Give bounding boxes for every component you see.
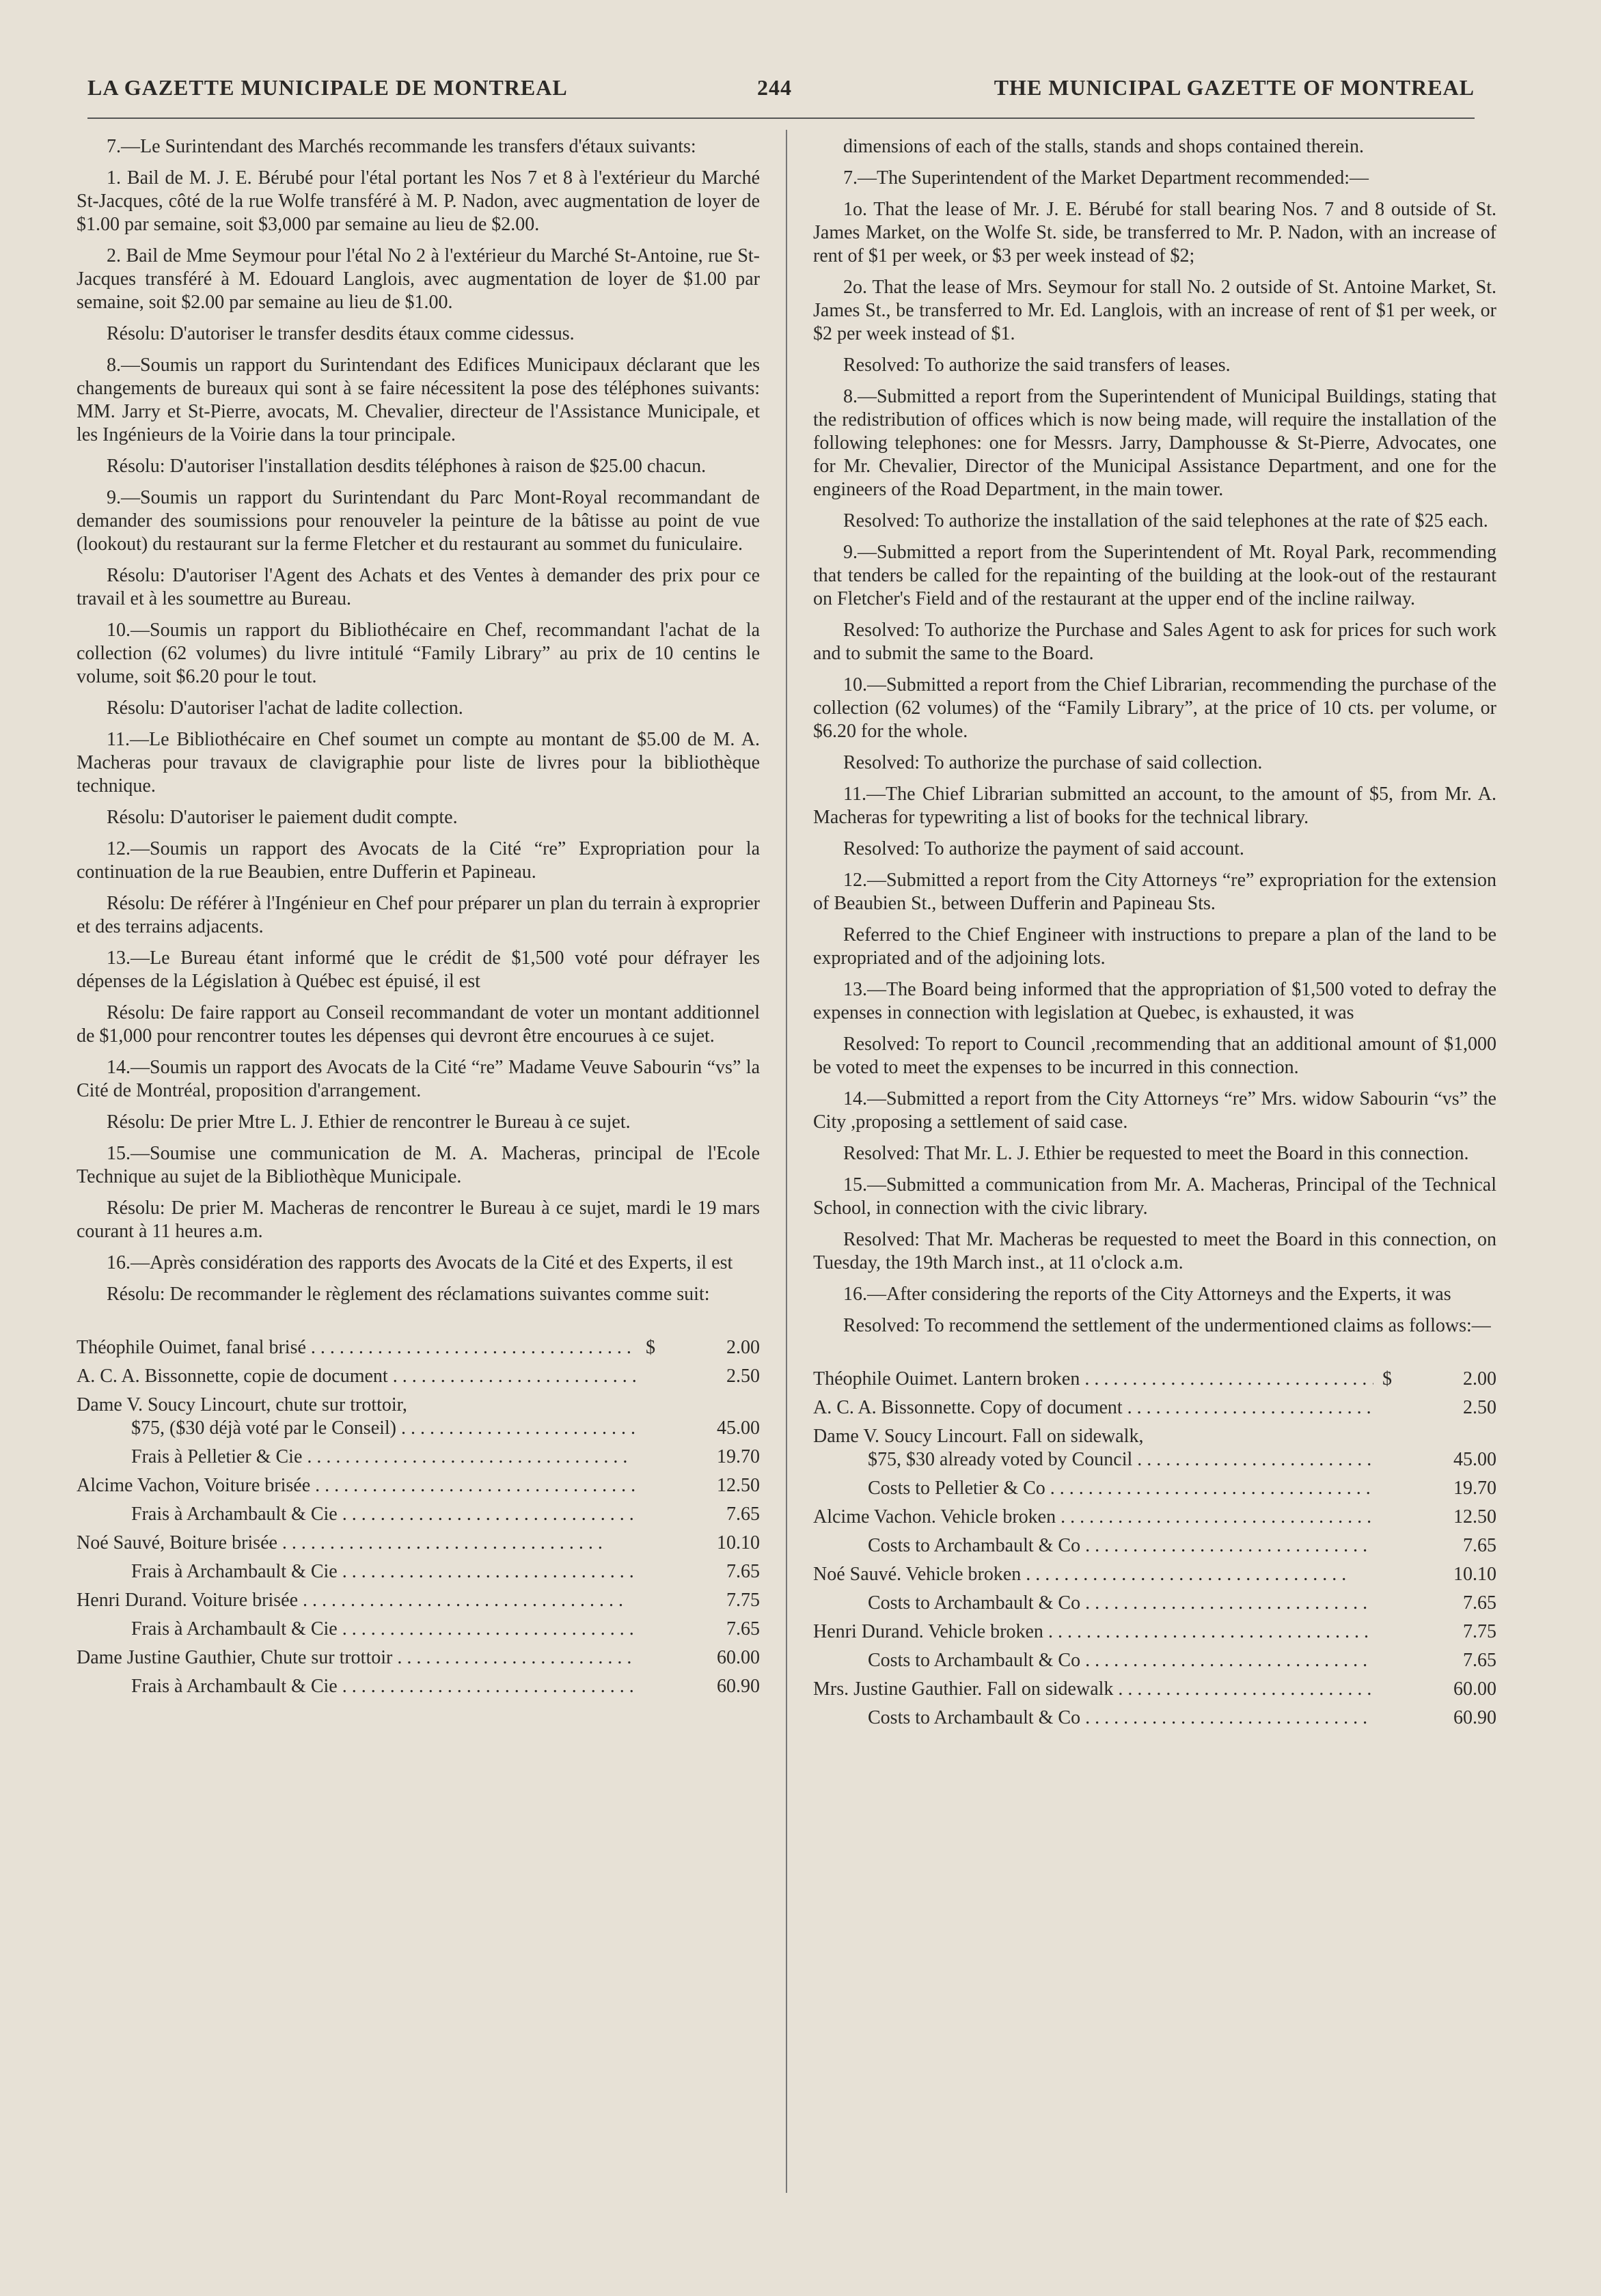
claim-amount: 60.90 xyxy=(717,1676,760,1697)
paragraph: 7.—Le Surintendant des Marchés recommande les transfers d'étaux suivants: xyxy=(107,136,696,157)
claim-currency: $ xyxy=(646,1337,655,1358)
claim-row xyxy=(813,1678,1496,1701)
claim-description: Costs to Archambault & Co . . . xyxy=(813,1706,1373,1730)
claim-amount: 7.65 xyxy=(1463,1592,1496,1614)
claim-row xyxy=(77,1589,760,1612)
claim-amount: 7.65 xyxy=(726,1618,760,1640)
paragraph: Résolu: De faire rapport au Conseil recommandant de voter un montant additionnel de $1,000 pour rencontrer toutes les dépenses qui devront être encourues à ce sujet. xyxy=(77,1002,760,1047)
claim-row xyxy=(77,1394,760,1417)
claim-description: Costs to Archambault & Co . . . xyxy=(813,1534,1373,1558)
paragraph: Résolu: D'autoriser l'Agent des Achats et des Ventes à demander des prix pour ce travail et à les soumettre au Bureau. xyxy=(77,565,760,609)
paragraph: 12.—Submitted a report from the City Attorneys “re” expropriation for the extension of Beaubien St., between Dufferin and Papineau Sts. xyxy=(813,870,1496,914)
paragraph: 11.—Le Bibliothécaire en Chef soumet un compte au montant de $5.00 de M. A. Macheras pour travaux de clavigraphie pour liste de livres pour la bibliothèque technique. xyxy=(77,729,760,797)
claim-description: Noé Sauvé. Vehicle broken . . . xyxy=(813,1563,1373,1586)
paragraph: Résolu: De prier M. Macheras de rencontrer le Bureau à ce sujet, mardi le 19 mars courant à 11 heures a.m. xyxy=(77,1198,760,1242)
claim-description: Costs to Pelletier & Co . . . xyxy=(813,1477,1373,1500)
claim-amount: 12.50 xyxy=(717,1475,760,1496)
claim-row xyxy=(77,1417,760,1440)
claim-description: Alcime Vachon. Vehicle broken . . . xyxy=(813,1506,1373,1529)
claim-row xyxy=(77,1560,760,1583)
paragraph: 12.—Soumis un rapport des Avocats de la Cité “re” Expropriation pour la continuation de la rue Beaubien, entre Dufferin et Papineau. xyxy=(77,838,760,883)
claim-row xyxy=(813,1425,1496,1448)
paragraph: 8.—Submitted a report from the Superintendent of Municipal Buildings, stating that the redistribution of offices which is now being made, will require the installation of the following telephones: one for Messrs. Jarry, Damphousse & St-Pierre, Advocates, one for Mr. Chevalier, Director of the Municipal Assistance Department, and one for the engineers of the Road Department, in the main tower. xyxy=(813,386,1496,500)
paragraph: Résolu: D'autoriser le paiement dudit compte. xyxy=(107,807,458,828)
paragraph: 15.—Submitted a communication from Mr. A. Macheras, Principal of the Technical School, in connection with the civic library. xyxy=(813,1174,1496,1219)
claim-row xyxy=(77,1503,760,1526)
claim-amount: 45.00 xyxy=(1453,1449,1496,1470)
claim-row xyxy=(813,1649,1496,1672)
paragraph: Resolved: To authorize the installation of the said telephones at the rate of $25 each. xyxy=(843,510,1488,531)
claim-amount: 2.50 xyxy=(726,1366,760,1387)
claim-description: Théophile Ouimet. Lantern broken . . . xyxy=(813,1368,1373,1391)
paragraph: 16.—Après considération des rapports des Avocats de la Cité et des Experts, il est xyxy=(107,1252,733,1273)
claim-amount: 10.10 xyxy=(717,1532,760,1553)
paragraph: Résolu: D'autoriser le transfer desdits étaux comme cidessus. xyxy=(107,323,575,344)
claim-amount: 2.50 xyxy=(1463,1397,1496,1418)
paragraph: Résolu: D'autoriser l'installation desdits téléphones à raison de $25.00 chacun. xyxy=(107,456,707,477)
claim-amount: 7.75 xyxy=(1463,1621,1496,1642)
claim-amount: 19.70 xyxy=(717,1446,760,1467)
claim-amount: 7.65 xyxy=(726,1561,760,1582)
claim-row xyxy=(813,1396,1496,1420)
claim-row xyxy=(813,1448,1496,1471)
paragraph: 10.—Soumis un rapport du Bibliothécaire en Chef, recommandant l'achat de la collection (62 volumes) du livre intitulé “Family Library” au prix de 10 centins le volume, soit $6.20 pour le tout. xyxy=(77,620,760,687)
claim-description: Noé Sauvé, Boiture brisée . . . xyxy=(77,1532,637,1555)
paragraph: Resolved: To authorize the purchase of said collection. xyxy=(843,752,1263,773)
claim-amount: 45.00 xyxy=(717,1417,760,1439)
header-french-title: LA GAZETTE MUNICIPALE DE MONTREAL xyxy=(87,75,568,100)
claim-amount: 10.10 xyxy=(1453,1564,1496,1585)
claim-description: Théophile Ouimet, fanal brisé . . . xyxy=(77,1336,637,1359)
claim-row xyxy=(813,1706,1496,1730)
paragraph: Résolu: De référer à l'Ingénieur en Chef pour préparer un plan du terrain à exproprier et des terrains adjacents. xyxy=(77,893,760,937)
column-divider xyxy=(786,130,787,2193)
claim-description: Frais à Archambault & Cie . . . xyxy=(77,1618,637,1641)
claim-amount: 60.00 xyxy=(1453,1678,1496,1700)
paragraph: dimensions of each of the stalls, stands and shops contained therein. xyxy=(843,136,1365,157)
paragraph: Resolved: To authorize the payment of said account. xyxy=(843,838,1244,859)
paragraph: 10.—Submitted a report from the Chief Librarian, recommending the purchase of the collection (62 volumes) of the “Family Library”, at the price of 10 cts. per volume, or $6.20 for the whole. xyxy=(813,674,1496,742)
claim-description: Frais à Archambault & Cie . . . xyxy=(77,1560,637,1583)
paragraph: 14.—Submitted a report from the City Attorneys “re” Mrs. widow Sabourin “vs” the City ,proposing a settlement of said case. xyxy=(813,1088,1496,1133)
claim-row xyxy=(813,1368,1496,1391)
paragraph: Resolved: To report to Council ,recommending that an additional amount of $1,000 be voted to meet the expenses to be incurred in this connection. xyxy=(813,1034,1496,1078)
claim-row xyxy=(77,1646,760,1670)
claim-description: Costs to Archambault & Co . . . xyxy=(813,1592,1373,1615)
paragraph: 11.—The Chief Librarian submitted an account, to the amount of $5, from Mr. A. Macheras for typewriting a list of books for the technical library. xyxy=(813,784,1496,828)
claim-row xyxy=(813,1620,1496,1644)
claim-row xyxy=(77,1532,760,1555)
claim-amount: 2.00 xyxy=(1463,1368,1496,1389)
french-column xyxy=(77,135,760,1704)
claim-currency: $ xyxy=(1382,1368,1392,1389)
paragraph: Résolu: D'autoriser l'achat de ladite collection. xyxy=(107,697,463,719)
paragraph: Resolved: To authorize the said transfers of leases. xyxy=(843,355,1231,376)
page-header xyxy=(87,63,1475,119)
claim-amount: 12.50 xyxy=(1453,1506,1496,1527)
french-paragraphs xyxy=(77,135,760,1306)
claim-row xyxy=(77,1618,760,1641)
claim-row xyxy=(77,1474,760,1497)
claim-amount: 7.65 xyxy=(1463,1535,1496,1556)
claim-description: A. C. A. Bissonnette, copie de document . . . xyxy=(77,1365,637,1388)
paragraph: Referred to the Chief Engineer with instructions to prepare a plan of the land to be expropriated and of the adjoining lots. xyxy=(813,924,1496,969)
claim-amount: 60.90 xyxy=(1453,1707,1496,1728)
claim-row xyxy=(77,1446,760,1469)
claim-description: Frais à Pelletier & Cie . . . xyxy=(77,1446,637,1469)
paragraph: Résolu: De recommander le règlement des réclamations suivantes comme suit: xyxy=(107,1284,710,1305)
claim-description: Frais à Archambault & Cie . . . xyxy=(77,1675,637,1698)
claim-description: Costs to Archambault & Co . . . xyxy=(813,1649,1373,1672)
paragraph: 9.—Submitted a report from the Superintendent of Mt. Royal Park, recommending that tenders be called for the repainting of the building at the look-out of the restaurant on Fletcher's Field and of the restaurant at the upper end of the incline railway. xyxy=(813,542,1496,609)
paragraph: 2. Bail de Mme Seymour pour l'étal No 2 à l'extérieur du Marché St-Antoine, rue St-Jacques transféré à M. Edouard Langlois, avec augmentation de loyer de $1.00 par semaine, soit $2.00 par semaine au lieu de $1.00. xyxy=(77,245,760,313)
claim-amount: 60.00 xyxy=(717,1647,760,1668)
claim-row xyxy=(813,1592,1496,1615)
claim-description: $75, $30 already voted by Council . . . xyxy=(813,1448,1373,1471)
paragraph: Resolved: To recommend the settlement of the undermentioned claims as follows:— xyxy=(843,1315,1491,1336)
claim-description: Frais à Archambault & Cie . . . xyxy=(77,1503,637,1526)
paragraph: 13.—The Board being informed that the appropriation of $1,500 voted to defray the expenses in connection with legislation at Quebec, is exhausted, it was xyxy=(813,979,1496,1023)
paragraph: Résolu: De prier Mtre L. J. Ethier de rencontrer le Bureau à ce sujet. xyxy=(107,1111,631,1133)
paragraph: 8.—Soumis un rapport du Surintendant des Edifices Municipaux déclarant que les changements de bureaux qui sont à se faire nécessitent la pose des téléphones suivants: MM. Jarry et St-Pierre, avocats, M. Chevalier, directeur de l'Assistance Municipale, et les Ingénieurs de la Voirie dans la tour principale. xyxy=(77,355,760,445)
claim-amount: 19.70 xyxy=(1453,1478,1496,1499)
paragraph: 14.—Soumis un rapport des Avocats de la Cité “re” Madame Veuve Sabourin “vs” la Cité de Montréal, proposition d'arrangement. xyxy=(77,1057,760,1101)
claim-row xyxy=(813,1477,1496,1500)
claim-row xyxy=(77,1365,760,1388)
paragraph: Resolved: That Mr. Macheras be requested to meet the Board in this connection, on Tuesday, the 19th March inst., at 11 o'clock a.m. xyxy=(813,1229,1496,1273)
paragraph: 13.—Le Bureau étant informé que le crédit de $1,500 voté pour défrayer les dépenses de la Législation à Québec est épuisé, il est xyxy=(77,948,760,992)
claim-amount: 7.75 xyxy=(726,1590,760,1611)
claim-row xyxy=(813,1506,1496,1529)
claim-description: A. C. A. Bissonnette. Copy of document . . . xyxy=(813,1396,1373,1420)
english-paragraphs xyxy=(813,135,1496,1338)
paragraph: 1o. That the lease of Mr. J. E. Bérubé for stall bearing Nos. 7 and 8 outside of St. James Market, on the Wolfe St. side, be transferred to Mr. P. Nadon, with an increase of rent of $1 per week, or $3 per week instead of $2; xyxy=(813,199,1496,266)
claim-amount: 7.65 xyxy=(726,1504,760,1525)
paragraph: 15.—Soumise une communication de M. A. Macheras, principal de l'Ecole Technique au sujet de la Bibliothèque Municipale. xyxy=(77,1143,760,1187)
claim-description: Mrs. Justine Gauthier. Fall on sidewalk . . . xyxy=(813,1678,1373,1701)
paragraph: 1. Bail de M. J. E. Bérubé pour l'étal portant les Nos 7 et 8 à l'extérieur du Marché St-Jacques, côté de la rue Wolfe transféré à M. P. Nadon, avec augmentation de loyer de $1.00 par semaine, soit $3,000 par semaine au lieu de $2.00. xyxy=(77,167,760,235)
claim-description: Dame V. Soucy Lincourt, chute sur trottoir, xyxy=(77,1394,407,1415)
claim-row xyxy=(77,1336,760,1359)
paragraph: 2o. That the lease of Mrs. Seymour for stall No. 2 outside of St. Antoine Market, St. James St., be transferred to Mr. Ed. Langlois, with an increase of rent of $1 per week, or $2 per week instead of $1. xyxy=(813,277,1496,344)
english-claims-list xyxy=(813,1368,1496,1730)
claim-row xyxy=(77,1675,760,1698)
claim-description: Henri Durand. Voiture brisée . . . xyxy=(77,1589,637,1612)
claim-row xyxy=(813,1563,1496,1586)
paragraph: Resolved: To authorize the Purchase and Sales Agent to ask for prices for such work and to submit the same to the Board. xyxy=(813,620,1496,664)
paragraph: 16.—After considering the reports of the City Attorneys and the Experts, it was xyxy=(843,1284,1451,1305)
header-english-title: THE MUNICIPAL GAZETTE OF MONTREAL xyxy=(994,75,1475,100)
claim-amount: 7.65 xyxy=(1463,1650,1496,1671)
french-claims-list xyxy=(77,1336,760,1698)
paragraph: Resolved: That Mr. L. J. Ethier be requested to meet the Board in this connection. xyxy=(843,1143,1469,1164)
claim-description: Alcime Vachon, Voiture brisée . . . xyxy=(77,1474,637,1497)
claim-description: Dame Justine Gauthier, Chute sur trottoir . . . xyxy=(77,1646,637,1670)
claim-description: Henri Durand. Vehicle broken . . . xyxy=(813,1620,1373,1644)
english-column xyxy=(813,135,1496,1735)
paragraph: 7.—The Superintendent of the Market Department recommended:— xyxy=(843,167,1369,189)
claim-row xyxy=(813,1534,1496,1558)
claim-description: Dame V. Soucy Lincourt. Fall on sidewalk, xyxy=(813,1426,1144,1447)
paragraph: 9.—Soumis un rapport du Surintendant du Parc Mont-Royal recommandant de demander des soumissions pour renouveler la peinture de la bâtisse au point de vue (lookout) du restaurant sur la ferme Fletcher et du restaurant au sommet du funiculaire. xyxy=(77,487,760,555)
page-number: 244 xyxy=(757,75,792,100)
claim-description: $75, ($30 déjà voté par le Conseil) . . . xyxy=(77,1417,637,1440)
claim-amount: 2.00 xyxy=(726,1337,760,1358)
